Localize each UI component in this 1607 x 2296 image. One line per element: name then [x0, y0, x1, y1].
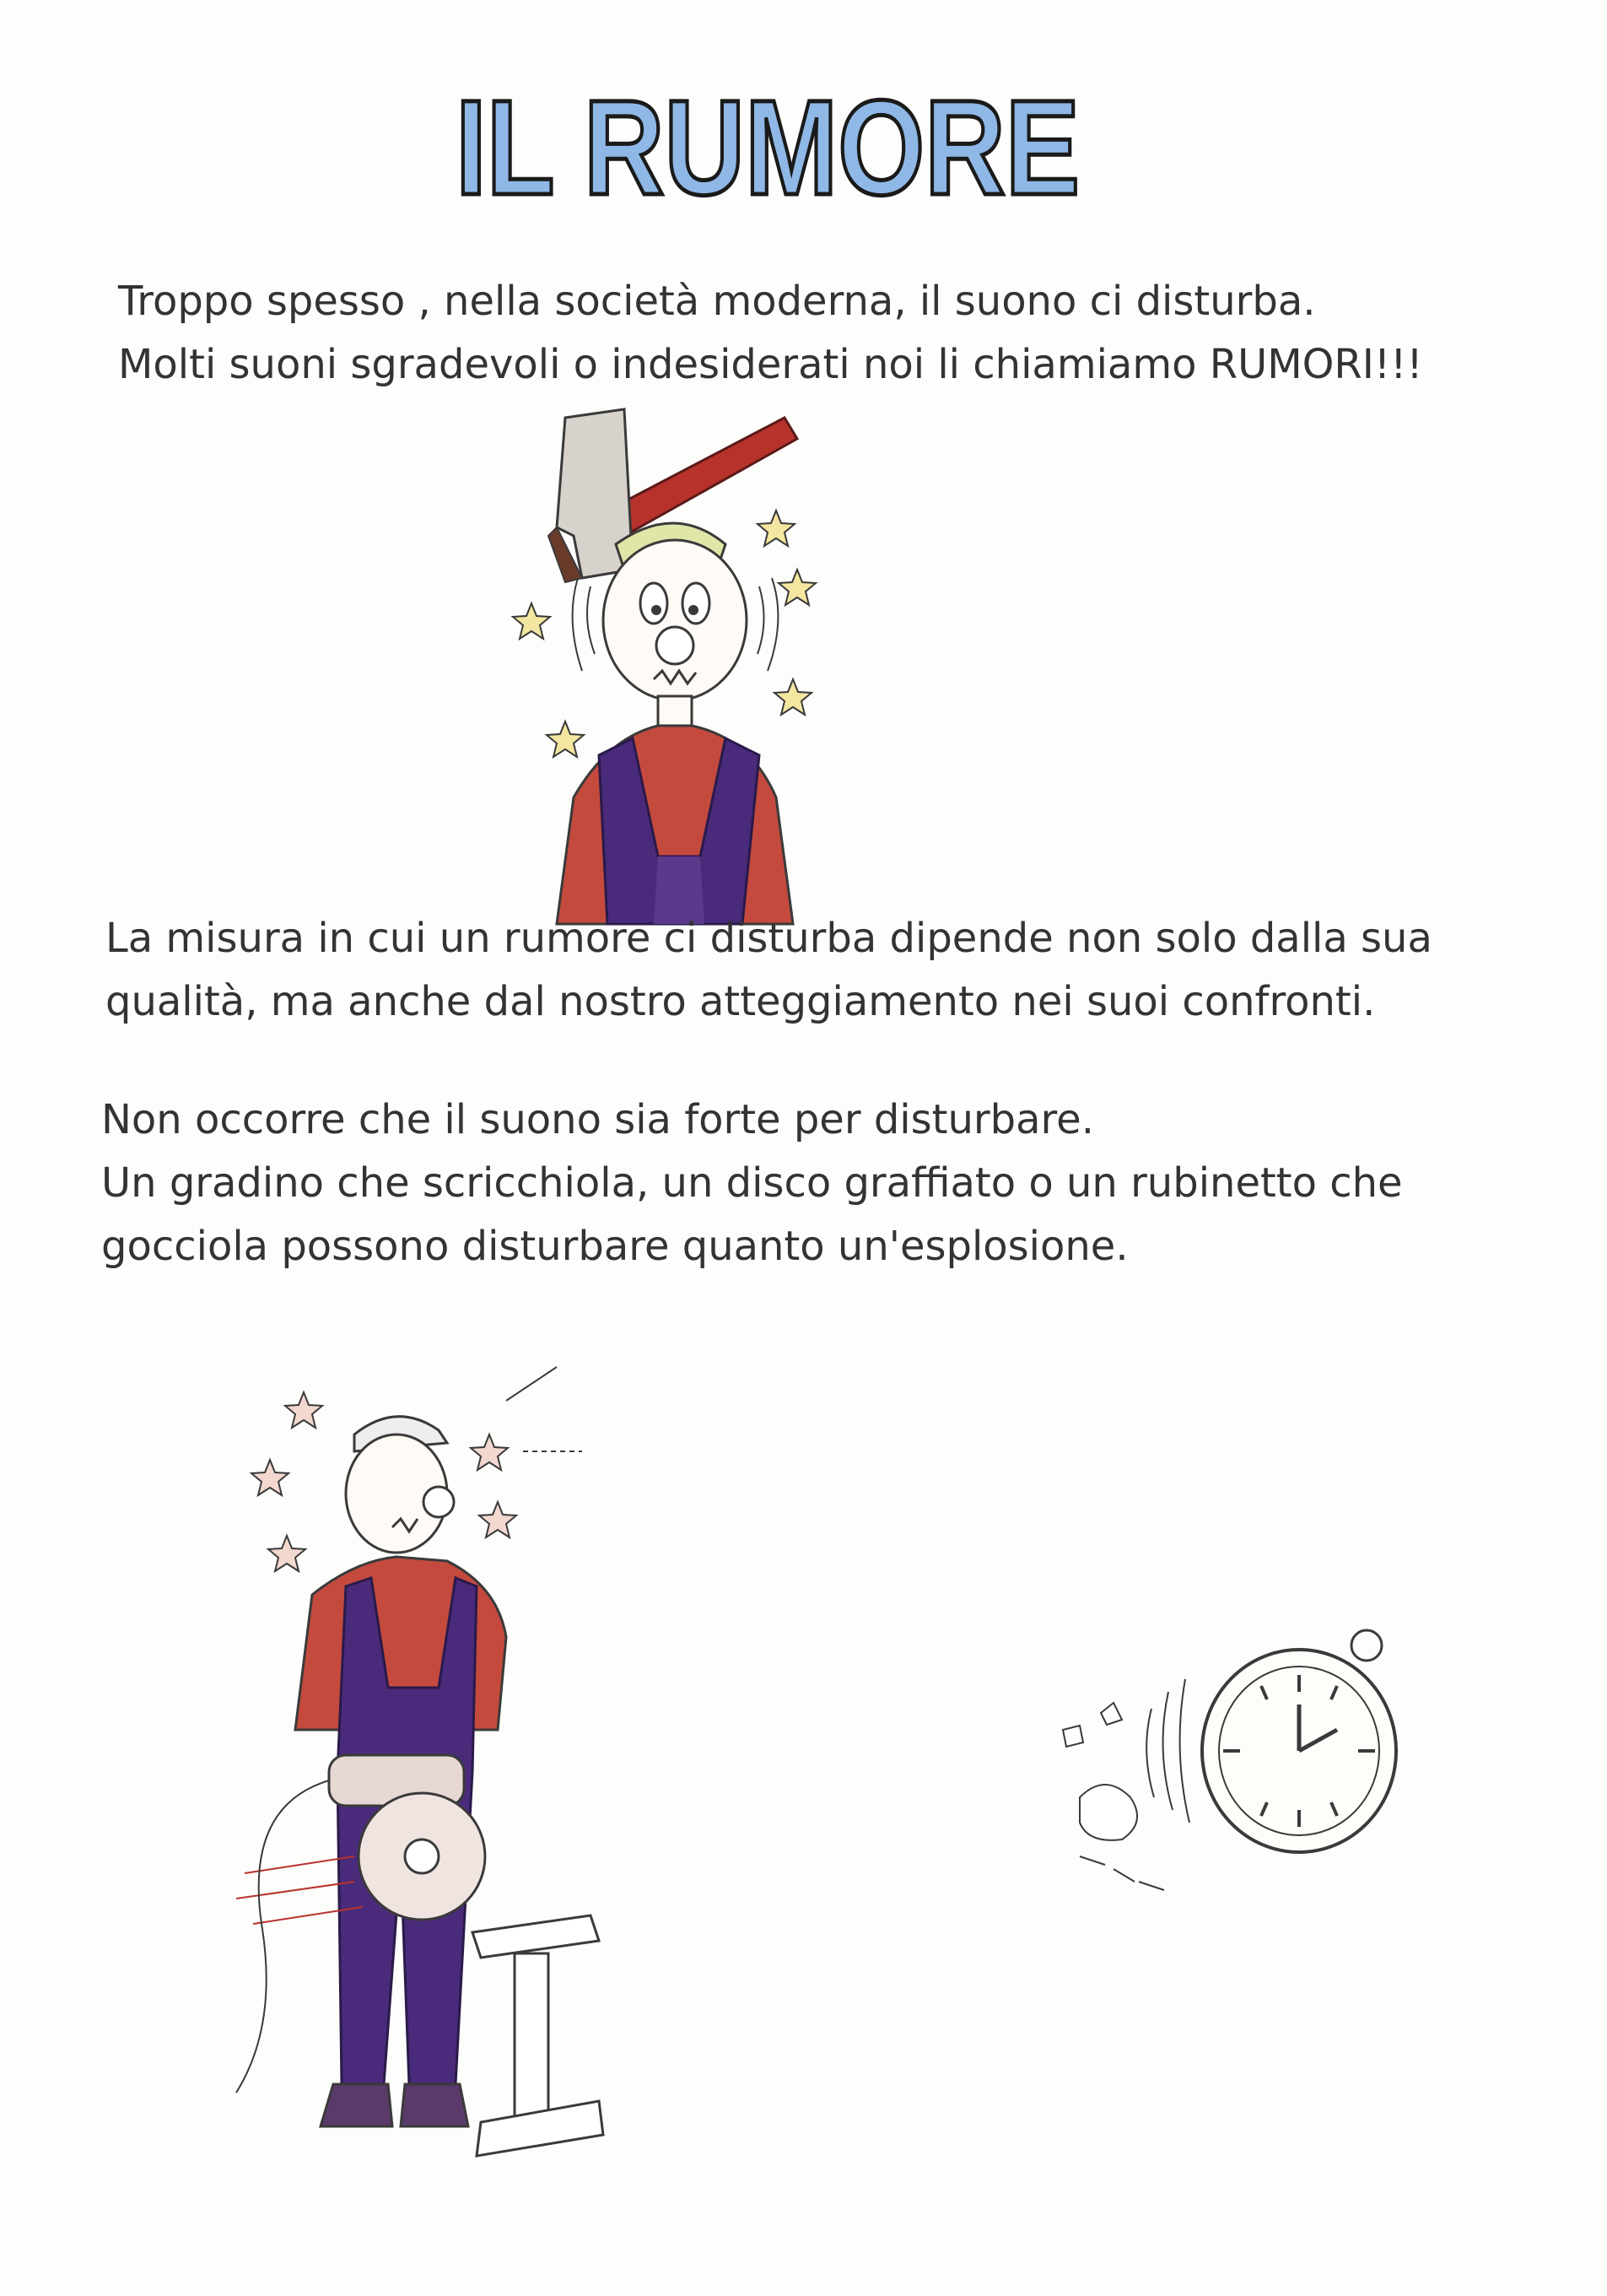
page-title — [447, 72, 1088, 223]
measure-line-2: qualità, ma anche dal nostro atteggiamento nei suoi confronti. — [105, 978, 1376, 1025]
intro-line-1: Troppo spesso , nella società moderna, il suono ci disturba. — [118, 278, 1316, 325]
measure-line-1: La misura in cui un rumore ci disturba dipende non solo dalla sua — [105, 915, 1432, 962]
examples-line-1: Non occorre che il suono sia forte per disturbare. — [101, 1096, 1094, 1143]
ringing-alarm-clock-icon — [1054, 1629, 1409, 1915]
intro-line-2: Molti suoni sgradevoli o indesiderati noi li chiamiamo RUMORI!!! — [118, 341, 1423, 388]
intro-paragraph — [118, 270, 1423, 397]
examples-paragraph — [101, 1089, 1403, 1278]
title-graphic — [447, 72, 1088, 223]
examples-line-3: gocciola possono disturbare quanto un'esplosione. — [101, 1223, 1129, 1270]
examples-line-2: Un gradino che scricchiola, un disco graffiato o un rubinetto che — [101, 1159, 1403, 1207]
man-hit-by-axe-icon — [506, 401, 860, 924]
measure-paragraph — [105, 907, 1432, 1034]
worker-with-grinder-icon — [228, 1333, 633, 2185]
title-text: IL RUMORE — [456, 72, 1080, 223]
